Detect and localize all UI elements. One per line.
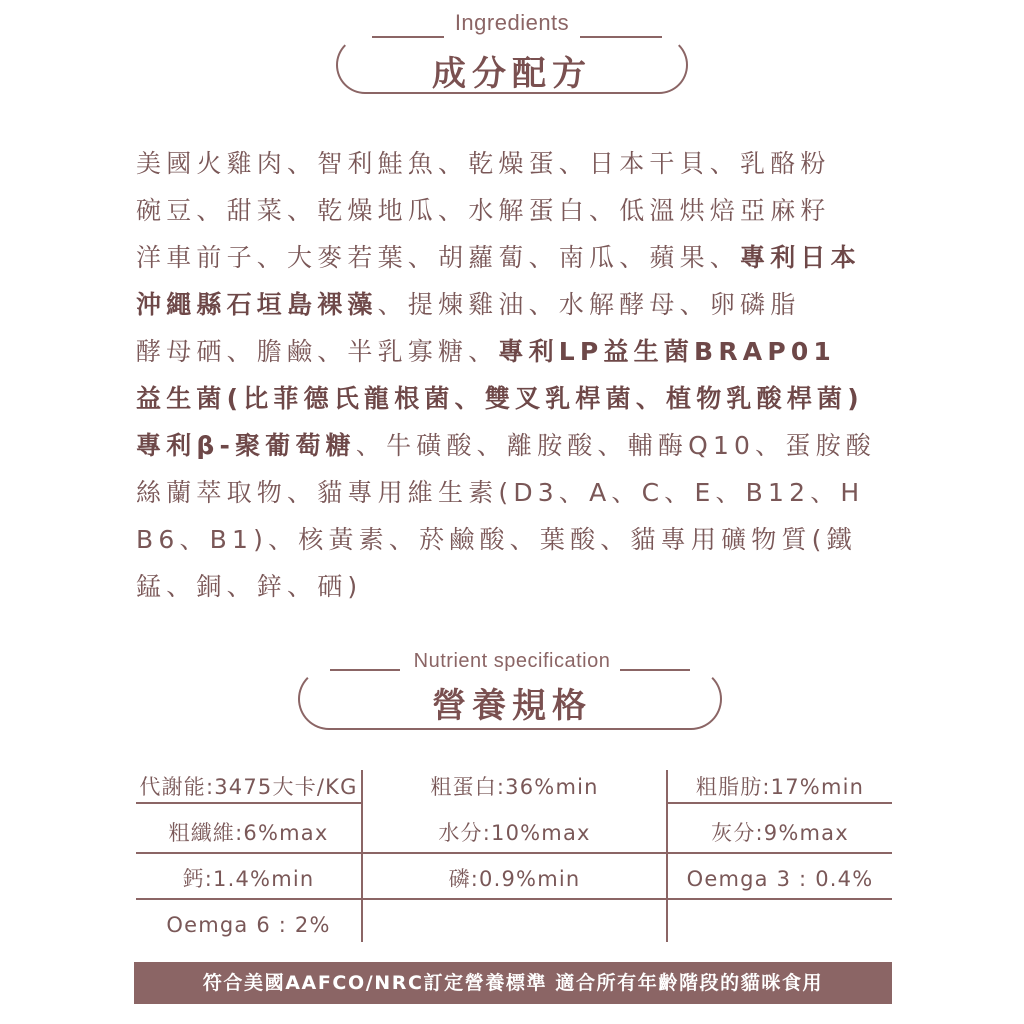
ingredient-line: [136, 140, 896, 187]
nutrient-cell: 粗蛋白:36%min: [430, 775, 599, 799]
nutrient-cell: 代謝能:3475大卡/KG: [139, 775, 358, 799]
nutrient-cell: 水分:10%max: [438, 821, 591, 845]
ingredient-line: [136, 234, 896, 281]
nutrient-cell: 鈣:1.4%min: [182, 867, 315, 891]
ingredient-line: [136, 469, 896, 516]
nutrient-cell: 灰分:9%max: [711, 821, 849, 845]
ingredient-text: 錳、銅、鋅、硒): [136, 572, 363, 601]
ingredient-text: 美國火雞肉、智利鮭魚、乾燥蛋、日本干貝、乳酪粉: [136, 149, 831, 178]
ingredient-text: 洋車前子、大麥若葉、胡蘿蔔、南瓜、蘋果、: [136, 243, 741, 272]
ingredients-title: 成分配方: [432, 54, 592, 94]
nutrient-cell: 粗脂肪:17%min: [695, 775, 865, 799]
ingredient-text: 碗豆、甜菜、乾燥地瓜、水解蛋白、低溫烘焙亞麻籽: [136, 196, 831, 225]
ingredient-text: 、提煉雞油、水解酵母、卵磷脂: [377, 290, 801, 319]
ingredients-list: [136, 140, 896, 610]
ingredient-line: [136, 328, 896, 375]
aafco-banner: 符合美國AAFCO/NRC訂定營養標準 適合所有年齡階段的貓咪食用: [134, 962, 892, 1004]
nutrient-title-en: Nutrient specification: [413, 650, 611, 672]
ingredient-highlight: 專利β-聚葡萄糖: [136, 431, 356, 460]
nutrient-cell: Oemga 3 : 0.4%: [686, 867, 874, 891]
ingredient-line: [136, 516, 896, 563]
nutrient-cell: 粗纖維:6%max: [168, 821, 329, 845]
ingredient-highlight: 沖繩縣石垣島裸藻: [136, 290, 378, 319]
ingredient-text: 酵母硒、膽鹼、半乳寡糖、: [136, 337, 499, 366]
ingredient-text: 絲蘭萃取物、貓專用維生素(D3、A、C、E、B12、H: [136, 478, 865, 507]
nutrient-cell: 磷:0.9%min: [448, 867, 581, 891]
nutrient-header: [0, 640, 1024, 730]
ingredient-line: [136, 281, 896, 328]
ingredients-title-en: Ingredients: [454, 10, 570, 35]
ingredient-line: [136, 375, 896, 422]
nutrient-cell: Oemga 6 : 2%: [166, 913, 331, 937]
ingredient-text: B6、B1)、核黃素、菸鹼酸、葉酸、貓專用礦物質(鐵: [136, 525, 857, 554]
ingredients-header: [0, 0, 1024, 100]
ingredient-line: [136, 563, 896, 610]
ingredient-line: [136, 422, 896, 469]
ingredient-highlight: 益生菌(比菲德氏龍根菌、雙叉乳桿菌、植物乳酸桿菌): [136, 384, 864, 413]
ingredient-text: 、牛磺酸、離胺酸、輔酶Q10、蛋胺酸: [355, 431, 876, 460]
nutrient-title: 營養規格: [432, 686, 592, 726]
ingredient-highlight: 專利日本: [740, 243, 861, 272]
ingredient-highlight: 專利LP益生菌BRAP01: [498, 337, 837, 366]
ingredient-line: [136, 187, 896, 234]
nutrient-table: [136, 770, 892, 942]
